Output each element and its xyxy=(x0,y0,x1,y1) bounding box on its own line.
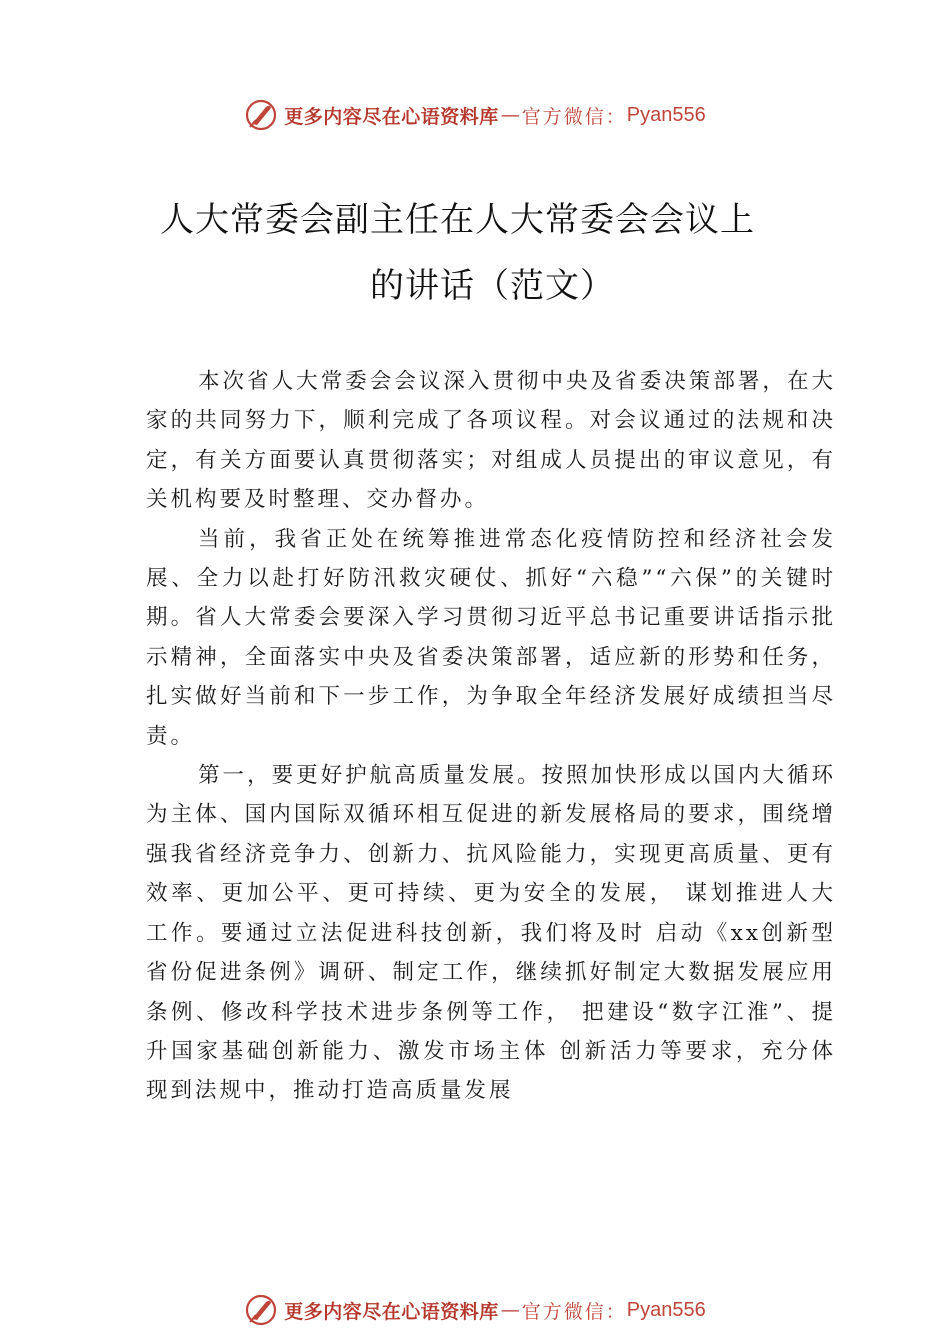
pen-feather-logo-icon xyxy=(244,98,278,132)
banner-slogan: 更多内容尽在心语资料库 xyxy=(284,1300,499,1323)
banner-wechat-id: Pyan556 xyxy=(626,1298,706,1321)
banner-wechat-label: 官方微信： xyxy=(521,1300,627,1323)
document-body xyxy=(146,362,836,1111)
paragraph-3: 第一，要更好护航高质量发展。按照加快形成以国内大循环为主体、国内国际双循环相互促进的新发展格局的要求，围绕增强我省经济竞争力、创新力、抗风险能力，实现更高质量、更有效率、更加公平、更可持续、更为安全的发展， 谋划推进人大工作。要通过立法促进科技创新，我们将及时 启动《xx创新型省份促进条例》调研、制定工作，继续抓好制定大数据发展应用条例、修改科学技术进步条例等工作， 把建设“数字江淮”、提升国家基础创新能力、激发市场主体 创新活力等要求，充分体现到法规中，推动打造高质量发展 xyxy=(146,763,836,1104)
banner-wechat-label: 官方微信： xyxy=(521,105,627,128)
header-watermark-banner xyxy=(0,95,950,135)
banner-dash: — xyxy=(500,1299,520,1321)
banner-dash: — xyxy=(500,104,520,126)
banner-wechat-id: Pyan556 xyxy=(626,103,706,126)
document-title-line1: 人大常委会副主任在人大常委会会议上 xyxy=(160,200,755,240)
paragraph-2: 当前，我省正处在统筹推进常态化疫情防控和经济社会发展、全力以赴打好防汛救灾硬仗、抓好“六稳”“六保”的关键时期。省人大常委会要深入学习贯彻习近平总书记重要讲话指示批示精神，全面落实中央及省委决策部署，适应新的形势和任务，扎实做好当前和下一步工作，为争取全年经济发展好成绩担当尽责。 xyxy=(146,526,836,749)
footer-watermark-banner xyxy=(0,1290,950,1330)
banner-slogan: 更多内容尽在心语资料库 xyxy=(284,105,499,128)
document-title-line2: 的讲话（范文） xyxy=(370,266,615,306)
pen-feather-logo-icon xyxy=(244,1293,278,1327)
paragraph-1: 本次省人大常委会会议深入贯彻中央及省委决策部署，在大家的共同努力下，顺利完成了各项议程。对会议通过的法规和决定，有关方面要认真贯彻落实；对组成人员提出的审议意见，有关机构要及时整理、交办督办。 xyxy=(146,369,836,513)
